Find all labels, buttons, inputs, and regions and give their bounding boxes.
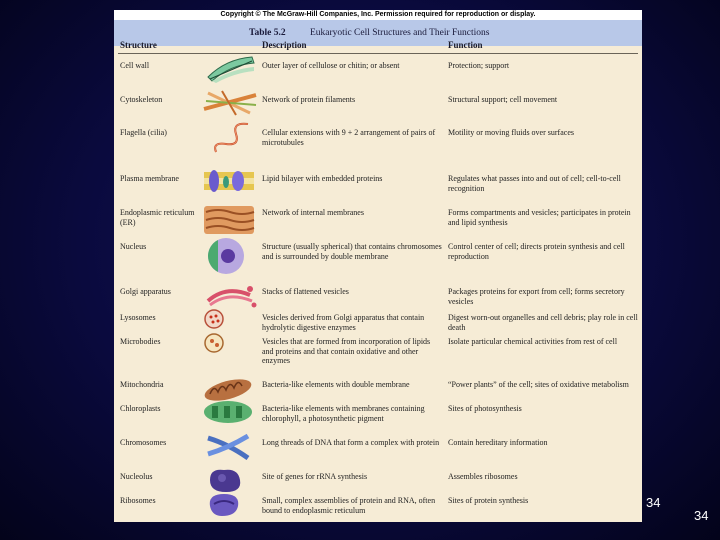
- header-description: Description: [262, 40, 307, 50]
- function-cell: “Power plants” of the cell; sites of oxidative metabolism: [448, 380, 629, 389]
- description-cell: Lipid bilayer with embedded proteins: [262, 174, 383, 183]
- function-cell: Packages proteins for export from cell; forms secretory vesicles: [448, 287, 625, 306]
- plasma-membrane-icon: [202, 166, 258, 198]
- flagella-icon: [202, 120, 258, 156]
- description-cell: Bacteria-like elements with membranes containing chlorophyll, a photosynthetic pigment: [262, 404, 425, 423]
- function-cell: Digest worn-out organelles and cell debris; play role in cell death: [448, 313, 638, 332]
- slide-number: 34: [694, 508, 709, 523]
- microbody-icon: [202, 331, 258, 359]
- cell-wall-icon: [202, 55, 258, 83]
- copyright-notice: Copyright © The McGraw-Hill Companies, Inc. Permission required for reproduction or display.: [114, 10, 642, 20]
- chromosome-icon: [202, 432, 258, 460]
- structure-cell: Plasma membrane: [120, 174, 179, 183]
- table-number: Table 5.2: [249, 28, 286, 38]
- structure-cell: Endoplasmic reticulum (ER): [120, 208, 195, 227]
- er-icon: [202, 204, 258, 236]
- function-cell: Structural support; cell movement: [448, 95, 558, 104]
- structure-cell: Ribosomes: [120, 496, 156, 505]
- description-cell: Vesicles derived from Golgi apparatus that contain hydrolytic digestive enzymes: [262, 313, 425, 332]
- function-cell: Protection; support: [448, 61, 510, 70]
- structure-cell: Chromosomes: [120, 438, 167, 447]
- function-cell: Sites of protein synthesis: [448, 496, 529, 505]
- description-cell: Small, complex assemblies of protein and RNA, often bound to endoplasmic reticulum: [262, 496, 436, 515]
- table-title: Eukaryotic Cell Structures and Their Functions: [310, 28, 490, 38]
- function-cell: Control center of cell; directs protein synthesis and cell reproduction: [448, 242, 625, 261]
- description-cell: Network of internal membranes: [262, 208, 364, 217]
- structure-cell: Nucleus: [120, 242, 147, 251]
- description-cell: Structure (usually spherical) that contains chromosomes and is surrounded by double membrane: [262, 242, 442, 261]
- structure-cell: Chloroplasts: [120, 404, 161, 413]
- ribosome-icon: [202, 490, 258, 518]
- function-cell: Regulates what passes into and out of cell; cell-to-cell recognition: [448, 174, 621, 193]
- structure-cell: Flagella (cilia): [120, 128, 167, 137]
- description-cell: Site of genes for rRNA synthesis: [262, 472, 368, 481]
- description-cell: Network of protein filaments: [262, 95, 356, 104]
- description-cell: Cellular extensions with 9 + 2 arrangement of pairs of microtubules: [262, 128, 436, 147]
- description-cell: Stacks of flattened vesicles: [262, 287, 349, 296]
- structure-cell: Golgi apparatus: [120, 287, 171, 296]
- function-cell: Assembles ribosomes: [448, 472, 518, 481]
- description-cell: Vesicles that are formed from incorporation of lipids and proteins and that contain oxidative and other enzymes: [262, 337, 431, 365]
- structure-cell: Mitochondria: [120, 380, 164, 389]
- function-cell: Isolate particular chemical activities from rest of cell: [448, 337, 618, 346]
- structure-cell: Cell wall: [120, 61, 150, 70]
- header-structure: Structure: [120, 40, 157, 50]
- function-cell: Contain hereditary information: [448, 438, 548, 447]
- function-cell: Sites of photosynthesis: [448, 404, 522, 413]
- structure-cell: Nucleolus: [120, 472, 153, 481]
- slide-number-image: 34: [646, 495, 661, 510]
- textbook-table-image: [114, 10, 642, 522]
- cytoskeleton-icon: [202, 89, 258, 117]
- header-rule: [118, 53, 638, 54]
- table-title-bar: [114, 20, 642, 46]
- structure-cell: Lysosomes: [120, 313, 156, 322]
- function-cell: Motility or moving fluids over surfaces: [448, 128, 574, 137]
- chloroplast-icon: [202, 398, 258, 426]
- description-cell: Bacteria-like elements with double membrane: [262, 380, 410, 389]
- description-cell: Outer layer of cellulose or chitin; or absent: [262, 61, 400, 70]
- header-function: Function: [448, 40, 483, 50]
- structure-cell: Cytoskeleton: [120, 95, 163, 104]
- description-cell: Long threads of DNA that form a complex with protein: [262, 438, 440, 447]
- golgi-icon: [202, 281, 258, 309]
- structure-cell: Microbodies: [120, 337, 161, 346]
- nucleus-icon: [202, 236, 258, 276]
- function-cell: Forms compartments and vesicles; participates in protein and lipid synthesis: [448, 208, 631, 227]
